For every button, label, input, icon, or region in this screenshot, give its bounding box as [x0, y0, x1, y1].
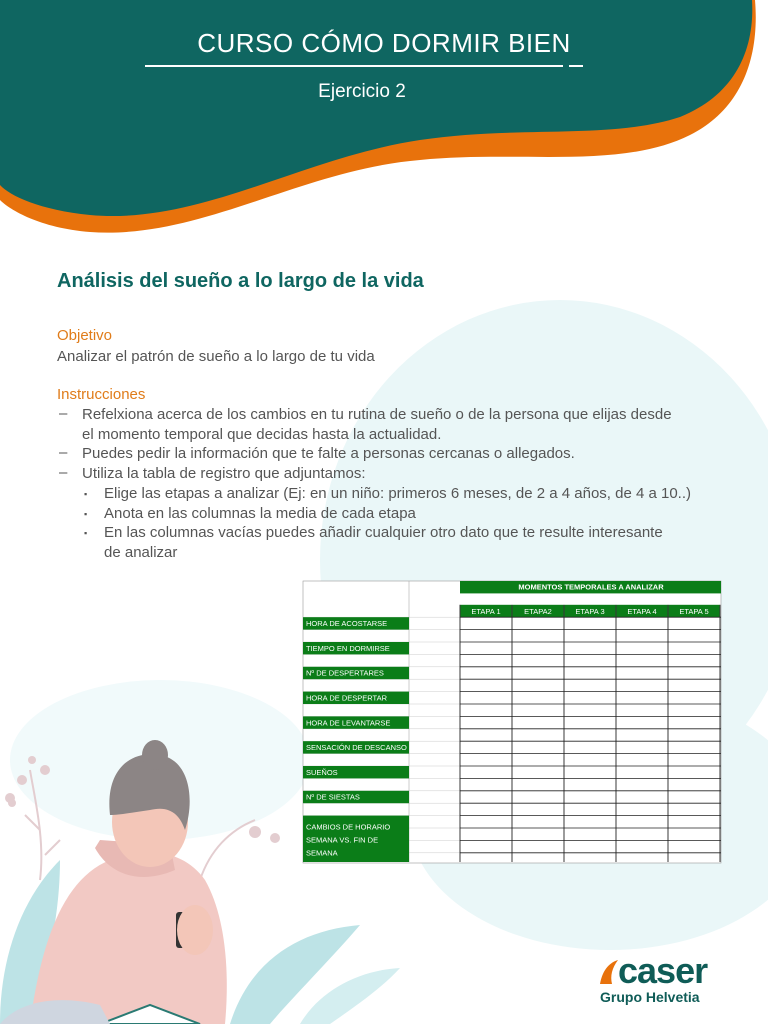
- bullet-icon: ▪: [84, 509, 88, 519]
- title-divider-dash: [569, 65, 583, 67]
- table-header-title: MOMENTOS TEMPORALES A ANALIZAR: [518, 582, 664, 592]
- list-item: Utiliza la tabla de registro que adjuntamos:: [82, 465, 366, 482]
- stage-header-label: ETAPA 5: [679, 607, 709, 617]
- list-dash: –: [59, 464, 68, 481]
- bullet-icon: ▪: [84, 489, 88, 499]
- list-dash: –: [59, 444, 68, 461]
- sub-list-item: Anota en las columnas la media de cada etapa: [104, 505, 416, 522]
- section-heading: Análisis del sueño a lo largo de la vida: [57, 270, 424, 292]
- list-dash: –: [59, 405, 68, 422]
- row-label: HORA DE LEVANTARSE: [306, 718, 391, 728]
- stage-header-label: ETAPA2: [524, 607, 552, 617]
- stage-header-label: ETAPA 4: [627, 607, 657, 617]
- list-item: Puedes pedir la información que te falte a personas cercanas o allegados.: [82, 445, 575, 462]
- row-label-line: SEMANA: [306, 848, 338, 858]
- row-label: Nº DE SIESTAS: [306, 792, 360, 802]
- row-label: SUEÑOS: [306, 767, 338, 777]
- objective-text: Analizar el patrón de sueño a lo largo de tu vida: [57, 348, 375, 365]
- row-label-line: CAMBIOS DE HORARIO: [306, 822, 391, 832]
- sub-list-item-continued: de analizar: [104, 544, 178, 561]
- row-label: HORA DE ACOSTARSE: [306, 619, 388, 629]
- objective-label: Objetivo: [57, 327, 113, 344]
- row-label: HORA DE DESPERTAR: [306, 693, 387, 703]
- logo-wordmark: caser: [618, 950, 708, 991]
- bullet-icon: ▪: [84, 528, 88, 538]
- sub-list-item: En las columnas vacías puedes añadir cualquier otro dato que te resulte interesante: [104, 524, 663, 541]
- list-item: Refelxiona acerca de los cambios en tu rutina de sueño o de la persona que elijas desde: [82, 406, 672, 423]
- row-label: TIEMPO EN DORMIRSE: [306, 643, 390, 653]
- stage-header-label: ETAPA 3: [575, 607, 605, 617]
- list-item-continued: el momento temporal que decidas hasta la actualidad.: [82, 426, 442, 443]
- logo-tagline: Grupo Helvetia: [600, 989, 700, 1005]
- instructions-label: Instrucciones: [57, 386, 146, 403]
- row-label: SENSACIÓN DE DESCANSO: [306, 743, 407, 753]
- sub-list-item: Elige las etapas a analizar (Ej: en un niño: primeros 6 meses, de 2 a 4 años, de 4 a 10..): [104, 485, 692, 502]
- row-label-line: SEMANA VS. FIN DE: [306, 835, 379, 845]
- stage-header-label: ETAPA 1: [471, 607, 501, 617]
- course-title: CURSO CÓMO DORMIR BIEN: [197, 28, 571, 58]
- registration-table: [302, 580, 724, 866]
- title-divider: [145, 65, 563, 67]
- sail-icon: [598, 958, 620, 986]
- exercise-label: Ejercicio 2: [318, 81, 406, 102]
- row-label: Nº DE DESPERTARES: [306, 668, 384, 678]
